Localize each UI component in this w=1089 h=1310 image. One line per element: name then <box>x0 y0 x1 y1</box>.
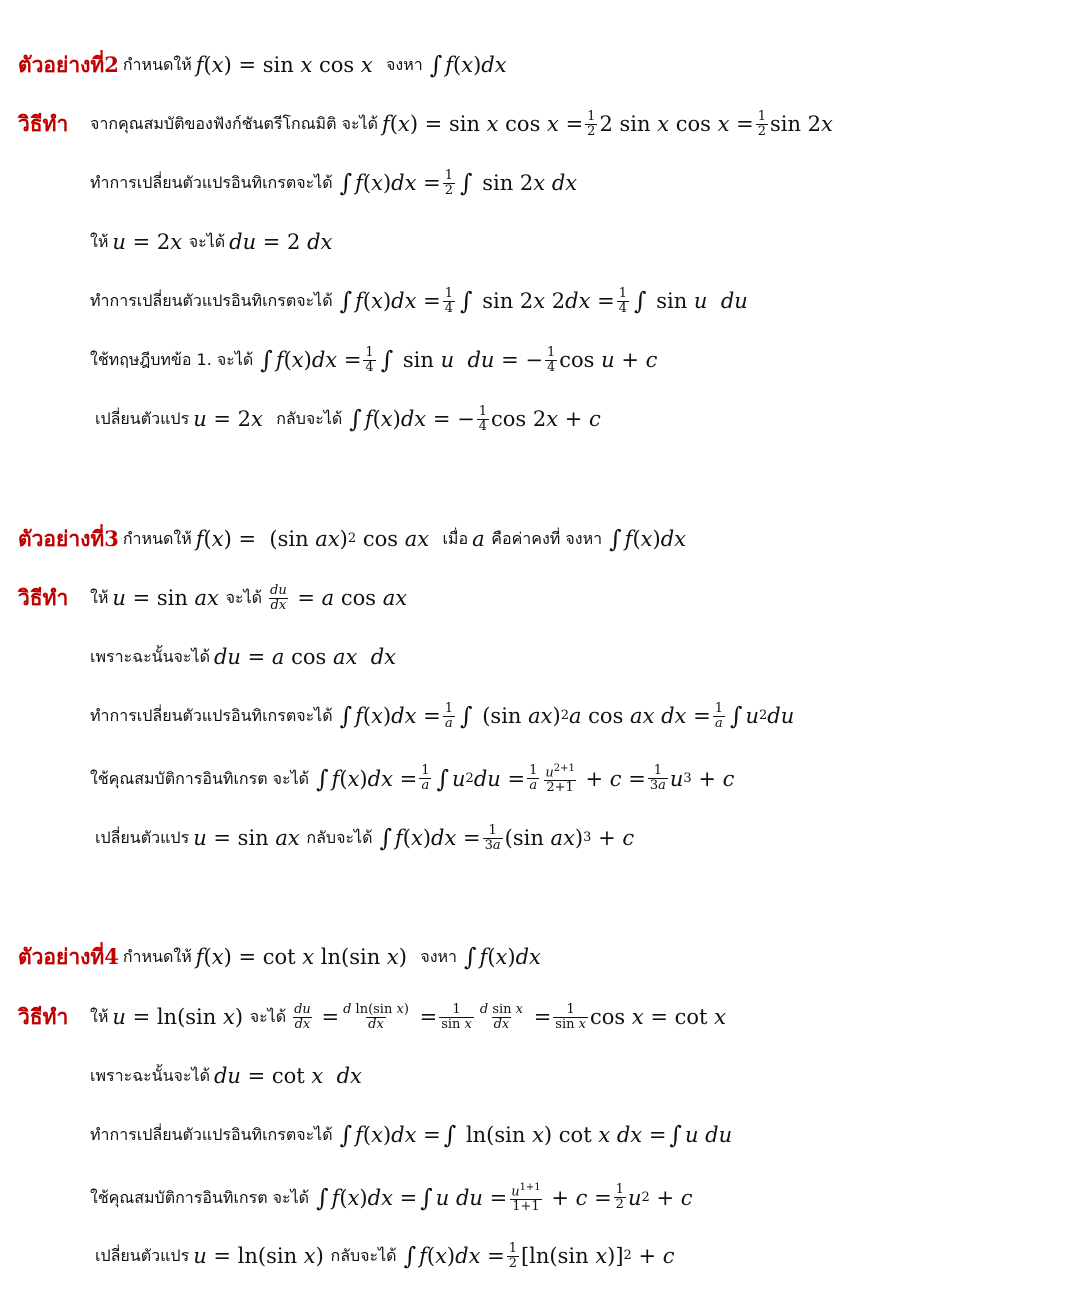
example-3-step-5: เปลี่ยนตัวแปร u = sin ax กลับจะได้ ∫ f ( x ) dx = $\frac{1}{3a}$ (sin ax ) 3 + c <box>95 822 635 853</box>
example-2-step-6: เปลี่ยนตัวแปร u = 2 x กลับจะได้ ∫ f ( x ) dx = − $\frac{1}{4}$ cos 2 x + c <box>95 403 601 434</box>
step-text: ใช้คุณสมบัติการอินทิเกรต จะได้ <box>90 1187 310 1207</box>
step-text: ทำการเปลี่ยนตัวแปรอินทิเกรตจะได้ <box>90 706 333 725</box>
example-3-statement: ตัวอย่างที่3 กำหนดให้ f ( x ) = (sin ax ) 2 cos ax เมื่อ a คือค่าคงที่ จงหา ∫ f ( x ) dx <box>18 525 686 553</box>
step-text: จะได้ <box>225 588 262 607</box>
example-2-step-5: ใช้ทฤษฎีบทข้อ 1. จะได้ ∫ f ( x ) dx = $\frac{1}{4}$ ∫ sin u du = − $\frac{1}{4}$ cos u + c <box>90 344 658 375</box>
example-2-method-line: วิธีทำ จากคุณสมบัติของฟังก์ชันตรีโกณมิติ จะได้ f ( x ) = sin x cos x = $\frac{1}{2}$ 2 sin x cos x = $\frac{1}{2}$ sin 2 x <box>18 108 833 139</box>
example-3-step-3: ทำการเปลี่ยนตัวแปรอินทิเกรตจะได้ ∫ f ( x ) dx = $\frac{1}{a}$ ∫ (sin ax ) 2 a cos ax dx = $\frac{1}{a}$ ∫ u 2 du <box>90 700 795 731</box>
method-label: วิธีทำ <box>18 1004 69 1029</box>
example-4-step-3: ทำการเปลี่ยนตัวแปรอินทิเกรตจะได้ ∫ f ( x ) dx = ∫ ln(sin x ) cot x dx = ∫ u du <box>90 1121 733 1149</box>
step-text: เพราะฉะนั้นจะได้ <box>90 1066 210 1085</box>
step-text: จะได้ <box>188 232 226 251</box>
step-text: เพราะฉะนั้นจะได้ <box>90 647 210 666</box>
example-3-heading: ตัวอย่างที่3 <box>18 526 119 551</box>
step-text: จะได้ <box>249 1007 287 1026</box>
example-4-step-4: ใช้คุณสมบัติการอินทิเกรต จะได้ ∫ f ( x ) dx = ∫ u du = $\frac{u^{1+1}}{1+1}$ + c = $\frac{1}{2}$ u 2 + c <box>90 1182 693 1215</box>
method-label: วิธีทำ <box>18 585 69 610</box>
example-4-statement: ตัวอย่างที่4 กำหนดให้ f ( x ) = cot x ln(sin x ) จงหา ∫ f ( x ) dx <box>18 943 541 971</box>
constant-label: คือค่าคงที่ จงหา <box>491 529 603 548</box>
example-2-step-3: ให้ u = 2 x จะได้ du = 2 dx <box>90 227 332 257</box>
example-4-heading: ตัวอย่างที่4 <box>18 944 119 969</box>
step-text: เปลี่ยนตัวแปร <box>95 828 190 847</box>
given-label: กำหนดให้ <box>122 55 192 74</box>
step-text: ทำการเปลี่ยนตัวแปรอินทิเกรตจะได้ <box>90 1125 333 1144</box>
example-4-method-line: วิธีทำ ให้ u = ln(sin x ) จะได้ $\frac{du}{dx}$ = $\frac{\text{d ln(sin x)}}{dx}$ = $\frac{1}{\text{sin x}}$ $\frac{\text{d sin x}}{dx}$ = $\frac{1}{\text{sin x}}$ cos x = cot x <box>18 1001 726 1032</box>
find-label: จงหา <box>386 55 423 74</box>
example-2-heading: ตัวอย่างที่2 <box>18 52 119 77</box>
step-text: ให้ <box>90 232 109 251</box>
find-label: จงหา <box>420 947 458 966</box>
step-text: กลับจะได้ <box>276 409 343 428</box>
example-4-step-5: เปลี่ยนตัวแปร u = ln(sin x ) กลับจะได้ ∫ f ( x ) dx = $\frac{1}{2}$ [ln(sin x )] 2 + c <box>95 1240 675 1271</box>
example-3-step-4: ใช้คุณสมบัติการอินทิเกรต จะได้ ∫ f ( x ) dx = $\frac{1}{a}$ ∫ u 2 du = $\frac{1}{a}$ $\frac{u^{2+1}}{2+1}$ + c = $\frac{1}{3a}$ u 3 + c <box>90 763 735 796</box>
example-3-step-2: เพราะฉะนั้นจะได้ du = a cos ax dx <box>90 642 396 672</box>
step-text: ทำการเปลี่ยนตัวแปรอินทิเกรตจะได้ <box>90 291 333 310</box>
method-label: วิธีทำ <box>18 111 69 136</box>
example-2-step-4: ทำการเปลี่ยนตัวแปรอินทิเกรตจะได้ ∫ f ( x ) dx = $\frac{1}{4}$ ∫ sin 2 x 2 dx = $\frac{1}{4}$ ∫ sin u du <box>90 285 748 316</box>
step-text: ให้ <box>90 1007 109 1026</box>
step-text: กลับจะได้ <box>330 1246 397 1265</box>
step-text: ใช้คุณสมบัติการอินทิเกรต จะได้ <box>90 768 310 788</box>
where-label: เมื่อ <box>442 529 469 548</box>
example-3-method-line: วิธีทำ ให้ u = sin ax จะได้ $\frac{du}{dx}$ = a cos ax <box>18 582 408 613</box>
step-text: เปลี่ยนตัวแปร <box>95 1246 190 1265</box>
given-label: กำหนดให้ <box>122 947 192 966</box>
step-text: ให้ <box>90 588 109 607</box>
step-text: กลับจะได้ <box>306 828 373 847</box>
example-2-step-2: ทำการเปลี่ยนตัวแปรอินทิเกรตจะได้ ∫ f ( x ) dx = $\frac{1}{2}$ ∫ sin 2 x dx <box>90 167 578 198</box>
step-text: จากคุณสมบัติของฟังก์ชันตรีโกณมิติ จะได้ <box>90 114 378 133</box>
step-text: ใช้ทฤษฎีบทข้อ 1. จะได้ <box>90 350 254 369</box>
example-2-statement: ตัวอย่างที่2 กำหนดให้ f ( x ) = sin x cos x จงหา ∫ f ( x ) dx <box>18 51 507 79</box>
step-text: เปลี่ยนตัวแปร <box>95 409 190 428</box>
step-text: ทำการเปลี่ยนตัวแปรอินทิเกรตจะได้ <box>90 173 333 192</box>
given-label: กำหนดให้ <box>122 529 192 548</box>
example-4-step-2: เพราะฉะนั้นจะได้ du = cot x dx <box>90 1061 362 1091</box>
